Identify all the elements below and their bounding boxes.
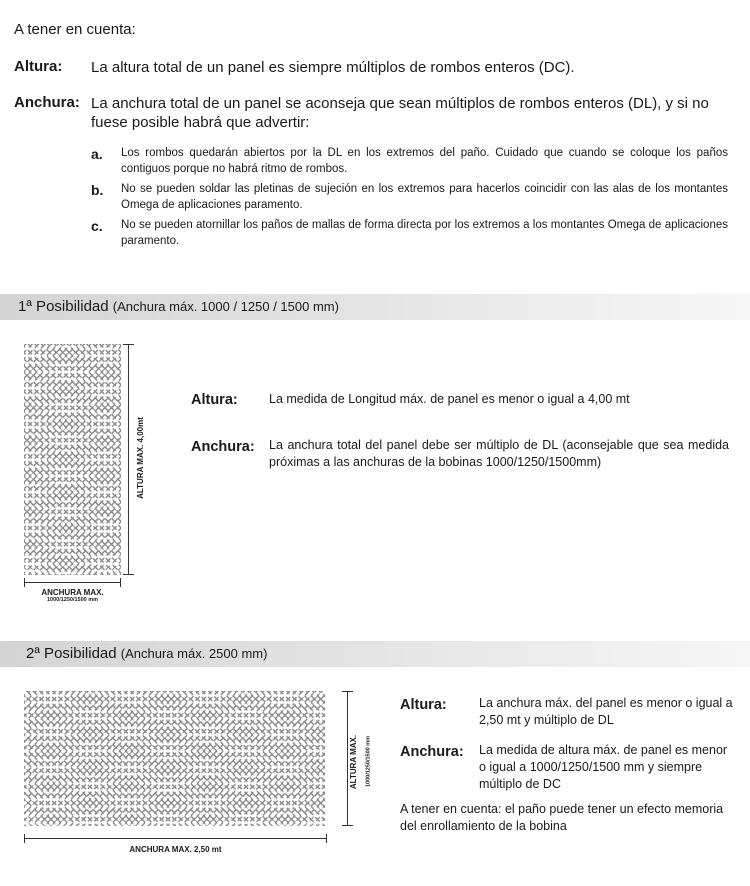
section-2-header	[0, 641, 750, 667]
p1-altura-label: Altura:	[191, 392, 238, 408]
p2-anchura-text: La medida de altura máx. de panel es menor o igual a 1000/1250/1500 mm y siempre múltiplo de DC	[479, 743, 728, 791]
item-b-letter: b.	[91, 182, 104, 198]
dim-tick	[24, 578, 25, 587]
mesh-panel-vertical	[24, 344, 121, 575]
p1-width-dimension-sub: 1000/1250/1500 mm	[46, 597, 99, 603]
intro-heading: A tener en cuenta:	[14, 21, 136, 38]
item-a-text: Los rombos quedarán abiertos por la DL en los extremos del paño. Cuidado que cuando se coloque los paños contiguos porque no habrá ritmo de rombos.	[121, 147, 728, 175]
p2-altura-text: La anchura máx. del panel es menor o igual a 2,50 mt y múltiplo de DL	[479, 696, 733, 727]
altura-text: La altura total de un panel es siempre múltiplos de rombos enteros (DC).	[91, 59, 575, 76]
dim-tick	[342, 691, 353, 692]
section-1-title: 1ª Posibilidad	[18, 298, 109, 315]
p2-altura-label: Altura:	[400, 697, 447, 713]
item-b-text: No se pueden soldar las pletinas de sujeción en los extremos para hacerlos coincidir con las alas de los montantes Omega de aplicaciones paramento.	[121, 183, 728, 211]
p2-width-dimension-label: ANCHURA MAX. 2,50 mt	[129, 845, 222, 854]
dim-tick	[123, 344, 134, 345]
p1-anchura-label: Anchura:	[191, 439, 255, 455]
width-dimension-line	[24, 582, 121, 583]
p1-height-dimension-label: ALTURA MAX. 4,00mt	[136, 417, 145, 499]
mesh-panel-horizontal	[24, 691, 325, 826]
section-2-title: 2ª Posibilidad	[26, 645, 117, 662]
dim-tick	[342, 825, 353, 826]
height-dimension-line	[347, 691, 348, 826]
p2-height-dimension-sub: 1000/1250/1500 mm	[365, 735, 372, 788]
dim-tick	[24, 834, 25, 843]
dim-tick	[120, 578, 121, 587]
p2-height-dimension-label: ALTURA MAX.	[349, 734, 358, 790]
item-a-letter: a.	[91, 146, 103, 162]
dim-tick	[123, 574, 134, 575]
section-2-subtitle: (Anchura máx. 2500 mm)	[120, 646, 268, 661]
section-1-header	[0, 294, 750, 320]
anchura-text: La anchura total de un panel se aconseja que sean múltiplos de rombos enteros (DL), y si no fuese posible habrá que advertir:	[91, 95, 709, 131]
p2-anchura-label: Anchura:	[400, 744, 464, 760]
p1-anchura-text: La anchura total del panel debe ser múltiplo de DL (aconsejable que sea medida próximas a las anchuras de la bobinas 1000/1250/1500mm)	[269, 438, 729, 469]
section-1-subtitle: (Anchura máx. 1000 / 1250 / 1500 mm)	[112, 299, 339, 314]
p2-note: A tener en cuenta: el paño puede tener un efecto memoria del enrollamiento de la bobina	[400, 802, 724, 833]
anchura-label: Anchura:	[14, 94, 80, 111]
item-c-text: No se pueden atornillar los paños de mallas de forma directa por los extremos a los montantes Omega de aplicaciones paramento.	[121, 219, 728, 247]
p1-altura-text: La medida de Longitud máx. de panel es menor o igual a 4,00 mt	[269, 392, 630, 406]
height-dimension-line	[128, 344, 129, 575]
dim-tick	[326, 834, 327, 843]
width-dimension-line	[24, 838, 327, 839]
altura-label: Altura:	[14, 58, 63, 75]
item-c-letter: c.	[91, 218, 103, 234]
p1-width-dimension-label: ANCHURA MAX.	[41, 588, 104, 597]
